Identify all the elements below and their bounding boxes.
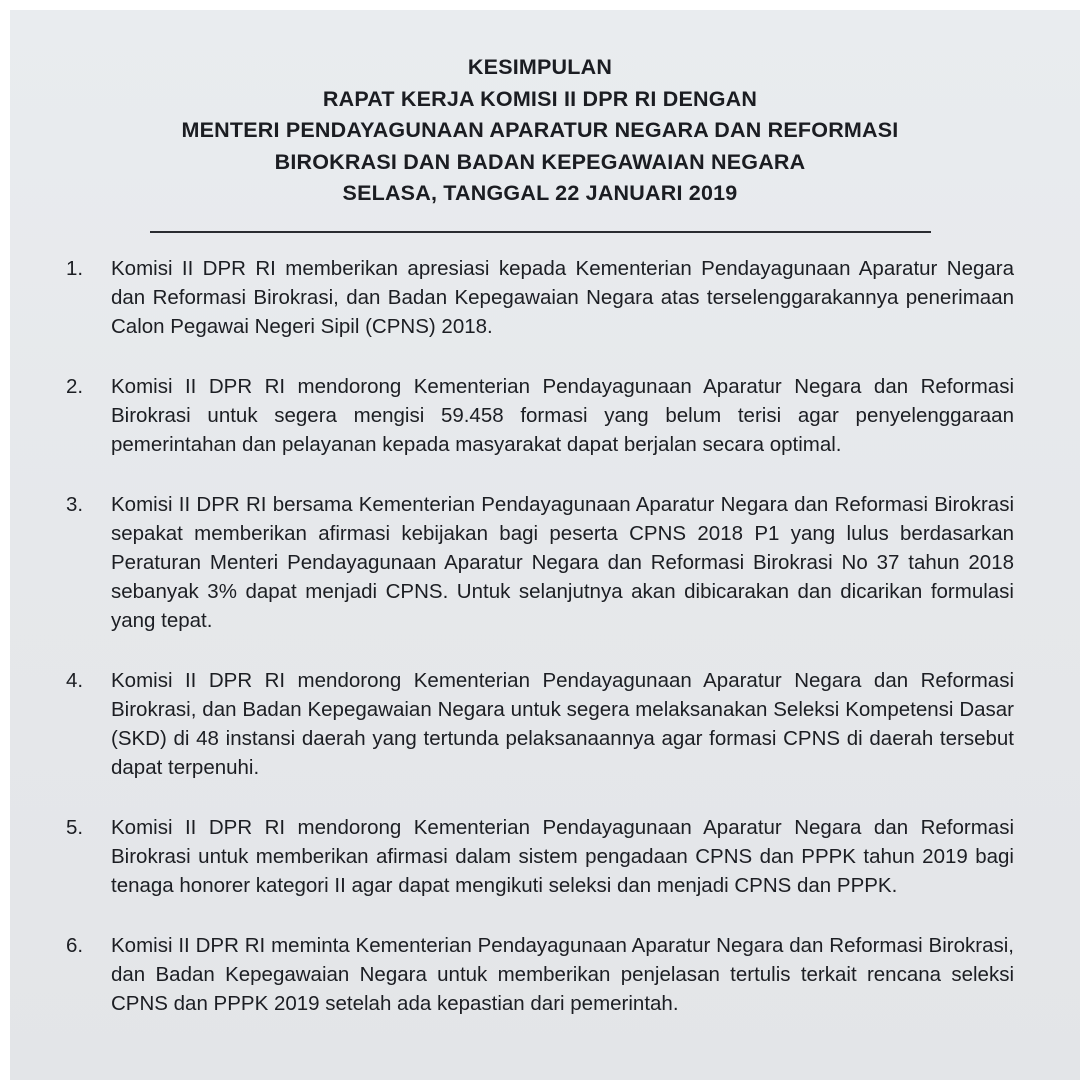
header-title: KESIMPULAN <box>467 55 613 79</box>
list-item-1 <box>66 254 1014 341</box>
item-text: Komisi II DPR RI bersama Kementerian Pendayagunaan Aparatur Negara dan Reformasi Birokrasi sepakat memberikan afirmasi kebijakan bagi peserta CPNS 2018 P1 yang lulus berdasarkan Peraturan Menteri Pendayagunaan Aparatur Negara dan Reformasi Birokrasi No 37 tahun 2018 sebanyak 3% dapat menjadi CPNS. Untuk selanjutnya akan dibicarakan dan dicarikan formulasi yang tepat. <box>111 493 1014 632</box>
item-number: 5. <box>66 816 84 839</box>
item-number: 6. <box>66 934 84 957</box>
item-text: Komisi II DPR RI meminta Kementerian Pendayagunaan Aparatur Negara dan Reformasi Birokrasi, dan Badan Kepegawaian Negara untuk memberikan penjelasan tertulis terkait rencana seleksi CPNS dan PPPK 2019 setelah ada kepastian dari pemerintah. <box>111 934 1014 1015</box>
item-number: 3. <box>66 493 84 516</box>
header-divider <box>150 231 931 233</box>
header-date: SELASA, TANGGAL 22 JANUARI 2019 <box>342 181 738 205</box>
item-text: Komisi II DPR RI mendorong Kementerian Pendayagunaan Aparatur Negara dan Reformasi Birokrasi, dan Badan Kepegawaian Negara untuk segera melaksanakan Seleksi Kompetensi Dasar (SKD) di 48 instansi daerah yang tertunda pelaksanaannya agar formasi CPNS di daerah tersebut dapat terpenuhi. <box>111 669 1014 779</box>
list-item-6 <box>66 931 1014 1018</box>
item-number: 1. <box>66 257 84 280</box>
item-number: 4. <box>66 669 84 692</box>
conclusion-list <box>66 254 1014 1018</box>
header-agency: BIROKRASI DAN BADAN KEPEGAWAIAN NEGARA <box>274 149 806 174</box>
list-item-4 <box>66 666 1014 782</box>
item-text: Komisi II DPR RI memberikan apresiasi kepada Kementerian Pendayagunaan Aparatur Negara dan Reformasi Birokrasi, dan Badan Kepegawaian Negara atas terselenggarakannya penerimaan Calon Pegawai Negeri Sipil (CPNS) 2018. <box>111 257 1014 338</box>
list-item-3 <box>66 490 1014 635</box>
item-text: Komisi II DPR RI mendorong Kementerian Pendayagunaan Aparatur Negara dan Reformasi Birokrasi untuk segera mengisi 59.458 formasi yang belum terisi agar penyelenggaraan pemerintahan dan pelayanan kepada masyarakat dapat berjalan secara optimal. <box>111 375 1014 456</box>
list-item-5 <box>66 813 1014 900</box>
list-item-2 <box>66 372 1014 459</box>
item-number: 2. <box>66 375 84 398</box>
document-header <box>0 52 1080 210</box>
item-text: Komisi II DPR RI mendorong Kementerian Pendayagunaan Aparatur Negara dan Reformasi Birokrasi untuk memberikan afirmasi dalam sistem pengadaan CPNS dan PPPK tahun 2019 bagi tenaga honorer kategori II agar dapat mengikuti seleksi dan menjadi CPNS dan PPPK. <box>111 816 1014 897</box>
header-meeting: RAPAT KERJA KOMISI II DPR RI DENGAN <box>322 86 758 111</box>
header-ministry: MENTERI PENDAYAGUNAAN APARATUR NEGARA DAN REFORMASI <box>181 118 899 142</box>
